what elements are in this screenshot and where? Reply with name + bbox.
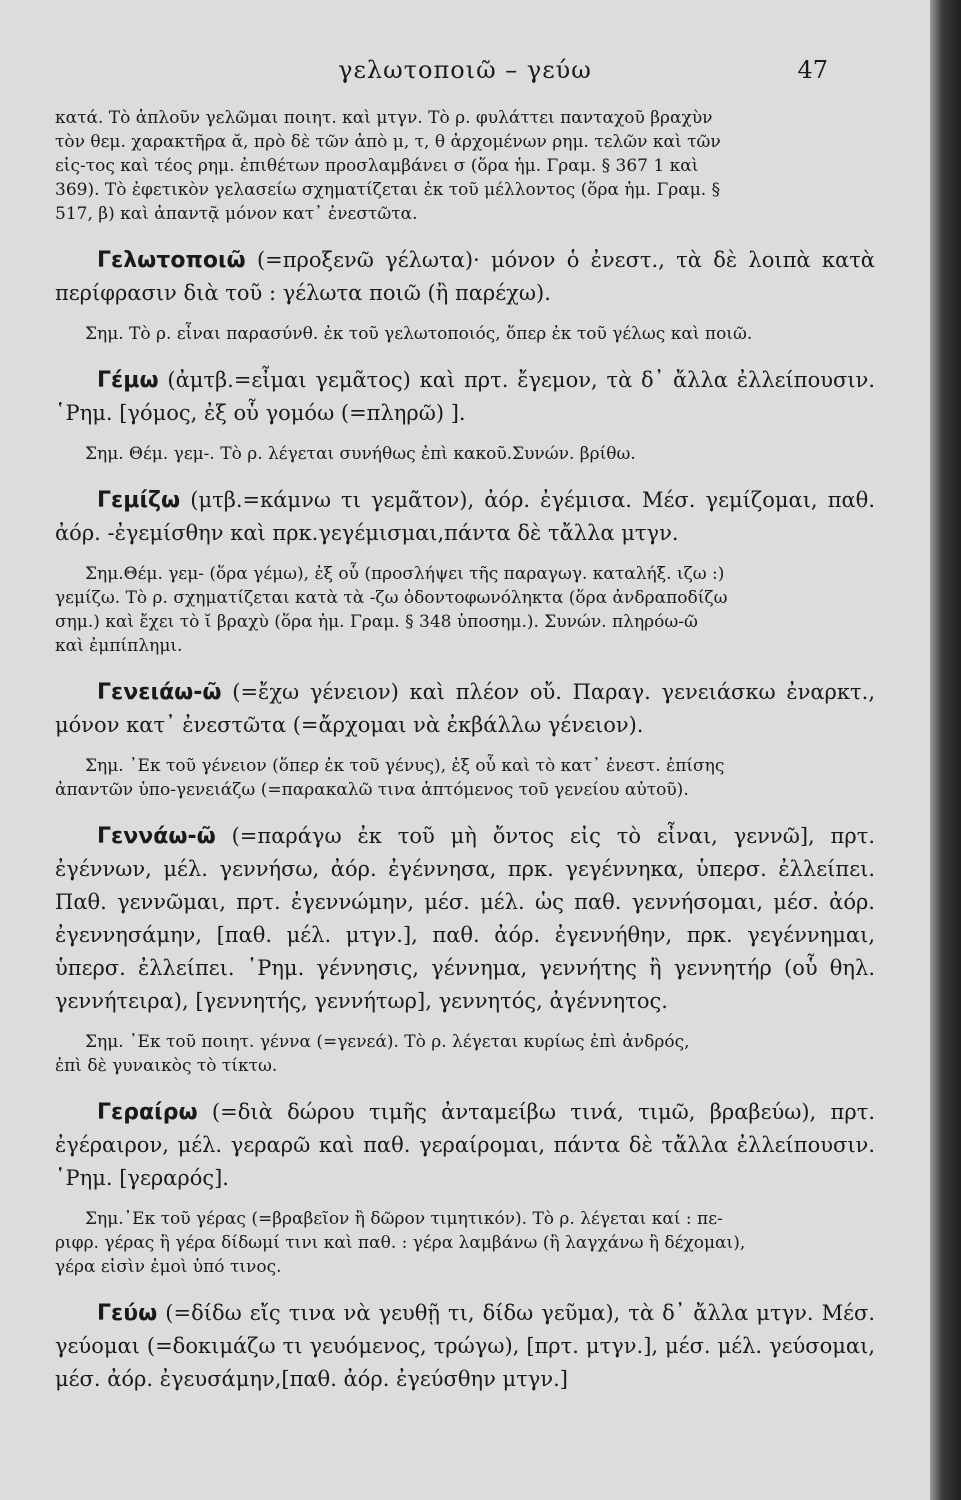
note-line: Σημ. ᾽Εκ τοῦ γένειον (ὅπερ ἐκ τοῦ γένυς), ἐξ οὗ καὶ τὸ κατ᾽ ἐνεστ. ἐπίσης xyxy=(85,756,725,776)
page-edge-shadow xyxy=(930,0,961,1500)
entry-definition: (=διὰ δώρου τιμῆς ἀνταμείβω τινά, τιμῶ, βραβεύω), πρτ. ἐγέραιρον, μέλ. γεραρῶ καὶ παθ. γεραίρομαι, πάντα δὲ τἄλλα ἐλλείπουσιν. ῾Ρημ. [γεραρός]. xyxy=(55,1100,875,1190)
note-line: τὸν θεμ. χαρακτῆρα ᾰ, πρὸ δὲ τῶν ἀπὸ μ, τ, θ ἀρχομένων ρημ. τελῶν καὶ τῶν xyxy=(55,132,721,152)
note-line: Σημ. ᾽Εκ τοῦ ποιητ. γέννα (=γενεά). Τὸ ρ. λέγεται κυρίως ἐπὶ ἀνδρός, xyxy=(85,1032,690,1052)
entry-text xyxy=(55,1096,875,1195)
note-line: 517, β) καὶ ἀπαντᾷ μόνον κατ᾽ ἐνεστῶτα. xyxy=(55,204,418,224)
note-line: γέρα εἰσὶν ἐμοὶ ὑπό τινος. xyxy=(55,1257,282,1277)
note-line: εἰς-τος καὶ τέος ρημ. ἐπιθέτων προσλαμβάνει σ (ὅρα ἡμ. Γραμ. § 367 1 καὶ xyxy=(55,156,699,176)
entry-text xyxy=(55,364,875,430)
running-head: γελωτοποιῶ – γεύω xyxy=(338,56,592,84)
page-number: 47 xyxy=(797,56,828,84)
entry-lemma: Γενειάω-ῶ xyxy=(97,680,222,705)
entry-lemma: Γεύω xyxy=(97,1301,158,1326)
note-line: σημ.) καὶ ἔχει τὸ ῐ βραχὺ (ὅρα ἡμ. Γραμ. § 348 ὑποσημ.). Συνών. πληρόω-ῶ xyxy=(55,612,698,632)
dictionary-entry xyxy=(55,364,875,466)
entry-lemma: Γεραίρω xyxy=(97,1100,198,1125)
entry-note xyxy=(55,754,875,802)
entry-text xyxy=(55,244,875,310)
entry-note xyxy=(55,322,875,346)
note-line: γεμίζω. Τὸ ρ. σχηματίζεται κατὰ τὰ -ζω ὀδοντοφωνόληκτα (ὅρα ἀνδραποδίζω xyxy=(55,588,728,608)
note-line: Σημ.᾽Εκ τοῦ γέρας (=βραβεῖον ἢ δῶρον τιμητικόν). Τὸ ρ. λέγεται καί : πε- xyxy=(85,1209,723,1229)
entry-note xyxy=(55,1207,875,1279)
page-header xyxy=(0,52,930,92)
entry-text xyxy=(55,676,875,742)
entry-note xyxy=(55,562,875,658)
entry-text xyxy=(55,484,875,550)
note-line: καὶ ἐμπίπλημι. xyxy=(55,636,183,656)
entry-lemma: Γέμω xyxy=(97,368,159,393)
note-line: κατά. Τὸ ἁπλοῦν γελῶμαι ποιητ. καὶ μτγν. Τὸ ρ. φυλάττει πανταχοῦ βραχὺν xyxy=(55,108,713,128)
entry-note xyxy=(55,1030,875,1078)
entry-text xyxy=(55,1297,875,1396)
entry-text xyxy=(55,820,875,1018)
continued-note xyxy=(55,106,875,226)
entry-definition: (=προξενῶ γέλωτα)· μόνον ὁ ἐνεστ., τὰ δὲ λοιπὰ κατὰ περίφρασιν διὰ τοῦ : γέλωτα ποιῶ (ἢ παρέχω). xyxy=(55,248,875,305)
dictionary-entry xyxy=(55,484,875,658)
note-line: Σημ. Θέμ. γεμ-. Τὸ ρ. λέγεται συνήθως ἐπὶ κακοῦ.Συνών. βρίθω. xyxy=(85,444,636,464)
entry-definition: (=παράγω ἐκ τοῦ μὴ ὄντος εἰς τὸ εἶναι, γεννῶ], πρτ. ἐγέννων, μέλ. γεννήσω, ἀόρ. ἐγέννησα, πρκ. γεγέννηκα, ὑπερσ. ἐλλείπει. Παθ. γεννῶμαι, πρτ. ἐγεννώμην, μέσ. μέλ. ὡς παθ. γεννήσομαι, μέσ. ἀόρ. ἐγεννησάμην, [παθ. μέλ. μτγν.], παθ. ἀόρ. ἐγεννήθην, πρκ. γεγέννημαι, ὑπερσ. ἐλλείπει. ῾Ρημ. γέννησις, γέννημα, γεννήτης ἢ γεννητήρ (οὗ θηλ. γεννήτειρα), [γεννητής, γεννήτωρ], γεννητός, ἀγέννητος. xyxy=(55,824,875,1013)
entry-definition: (μτβ.=κάμνω τι γεμᾶτον), ἀόρ. ἐγέμισα. Μέσ. γεμίζομαι, παθ. ἀόρ. -ἐγεμίσθην καὶ πρκ.γεγέμισμαι,πάντα δὲ τἄλλα μτγν. xyxy=(55,488,875,545)
dictionary-entry xyxy=(55,244,875,346)
dictionary-entry xyxy=(55,1096,875,1279)
entry-note xyxy=(55,442,875,466)
dictionary-entry xyxy=(55,820,875,1078)
entry-lemma: Γεμίζω xyxy=(97,488,181,513)
note-line: ριφρ. γέρας ἢ γέρα δίδωμί τινι καὶ παθ. : γέρα λαμβάνω (ἢ λαγχάνω ἢ δέχομαι), xyxy=(55,1233,746,1253)
dictionary-entry xyxy=(55,676,875,802)
page-body xyxy=(55,106,875,1396)
entry-definition: (=δίδω εἴς τινα νὰ γευθῇ τι, δίδω γεῦμα), τὰ δ᾽ ἄλλα μτγν. Μέσ. γεύομαι (=δοκιμάζω τι γευόμενος, τρώγω), [πρτ. μτγν.], μέσ. μέλ. γεύσομαι, μέσ. ἀόρ. ἐγευσάμην,[παθ. ἀόρ. ἐγεύσθην μτγν.] xyxy=(55,1301,875,1391)
note-line: Σημ. Τὸ ρ. εἶναι παρασύνθ. ἐκ τοῦ γελωτοποιός, ὅπερ ἐκ τοῦ γέλως καὶ ποιῶ. xyxy=(85,324,753,344)
entry-lemma: Γελωτοποιῶ xyxy=(97,248,246,273)
entry-lemma: Γεννάω-ῶ xyxy=(97,824,216,849)
entry-definition: (ἀμτβ.=εἶμαι γεμᾶτος) καὶ πρτ. ἔγεμον, τὰ δ᾽ ἄλλα ἐλλείπουσιν. ῾Ρημ. [γόμος, ἐξ οὗ γομόω (=πληρῶ) ]. xyxy=(55,368,875,425)
dictionary-entry xyxy=(55,1297,875,1396)
entry-definition: (=ἔχω γένειον) καὶ πλέον οὔ. Παραγ. γενειάσκω ἐναρκτ., μόνον κατ᾽ ἐνεστῶτα (=ἄρχομαι νὰ ἐκβάλλω γένειον). xyxy=(55,680,875,737)
note-line: 369). Τὸ ἐφετικὸν γελασείω σχηματίζεται ἐκ τοῦ μέλλοντος (ὅρα ἡμ. Γραμ. § xyxy=(55,180,721,200)
note-line: ἀπαντῶν ὑπο-γενειάζω (=παρακαλῶ τινα ἁπτόμενος τοῦ γενείου αὐτοῦ). xyxy=(55,780,689,800)
note-line: Σημ.Θέμ. γεμ- (ὅρα γέμω), ἐξ οὗ (προσλήψει τῆς παραγωγ. καταλήξ. ιζω :) xyxy=(85,564,725,584)
note-line: ἐπὶ δὲ γυναικὸς τὸ τίκτω. xyxy=(55,1056,278,1076)
